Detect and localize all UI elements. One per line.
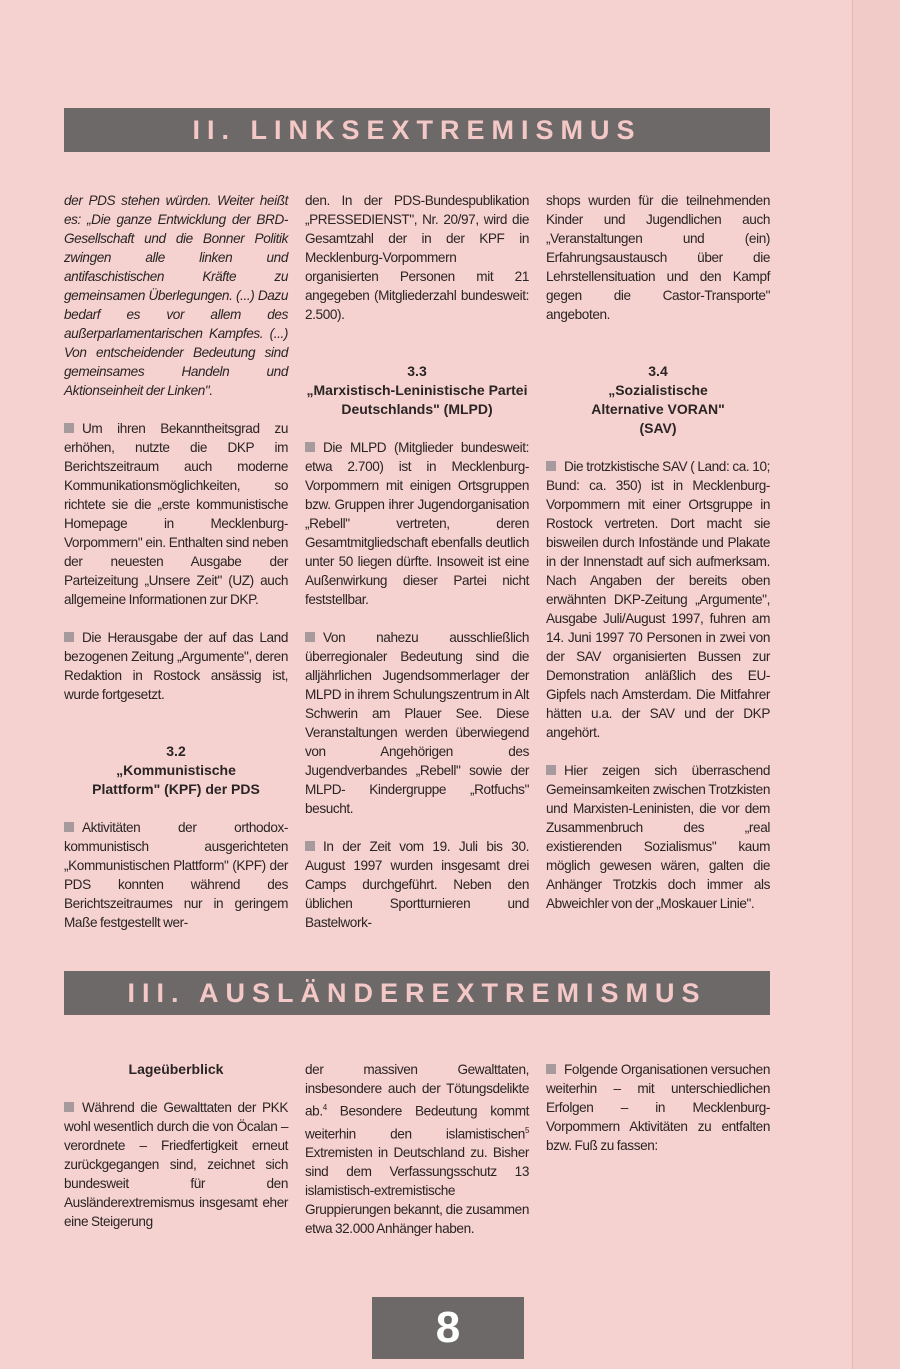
page-number: 8: [372, 1297, 524, 1359]
section-title: „Kommunistische Plattform" (KPF) der PDS: [92, 762, 260, 797]
paragraph-text: Um ihren Bekanntheitsgrad zu erhöhen, nutzte die DKP im Berichtszeitraum auch moderne Kommunikationsmöglichkeiten, so richtete sie die „erste kommunistische Homepage in Mecklenburg-Vorpommern" ein. Enthalten sind neben der neuesten Ausgabe der Parteizeitung „Unsere Zeit" (UZ) auch allgemeine Informationen zur DKP.: [64, 421, 288, 607]
bullet-square-icon: [305, 841, 315, 851]
section-columns-auslaenderextremismus: [64, 1060, 770, 1257]
paragraph-text: Extremisten in Deutschland zu. Bisher sind dem Verfassungsschutz 13 islamistisch-extremistische Gruppierungen bekannt, die zusammen etwa 32.000 Anhänger haben.: [305, 1145, 529, 1237]
paragraph-text: Besondere Bedeutung kommt weiterhin den islamistischen: [305, 1103, 529, 1142]
footnote-ref[interactable]: 5: [524, 1125, 529, 1135]
chapter-banner-auslaenderextremismus: III. AUSLÄNDEREXTREMISMUS: [64, 971, 770, 1015]
section-columns-linksextremismus: [64, 191, 770, 951]
bullet-square-icon: [305, 442, 315, 452]
paragraph-text: Die trotzkistische SAV ( Land: ca. 10; Bund: ca. 350) ist in Mecklenburg-Vorpommern mit einer Ortsgruppe in Rostock vertreten. Dort macht sie bisweilen durch Infostände und Plakate in der Innenstadt auf sich aufmerksam. Nach Angaben der bereits oben erwähnten DKP-Zeitung „Argumente", Ausgabe Juli/August 1997, fuhren am 14. Juni 1997 70 Personen in zwei von der SAV organisierten Bussen zur Demonstration anläßlich des EU-Gipfels nach Amsterdam. Die Mitfahrer hätten u.a. der SAV und der DKP angehört.: [546, 459, 770, 740]
paragraph: [64, 818, 288, 932]
paragraph: [64, 419, 288, 609]
column-4: [64, 1060, 288, 1250]
paragraph-text: Die MLPD (Mitglieder bundesweit: etwa 2.700) ist in Mecklenburg-Vorpommern mit einigen Ortsgruppen bzw. Gruppen ihrer Jugendorganisation „Rebell" vertreten, deren Gesamtmitgliedschaft ebenfalls deutlich unter 50 liegen dürfte. Insoweit ist eine Außenwirkung dieser Partei nicht feststellbar.: [305, 440, 529, 607]
section-heading-3-4: [546, 362, 770, 438]
paragraph-text: In der Zeit vom 19. Juli bis 30. August 1997 wurden insgesamt drei Camps durchgeführt. Neben den üblichen Sportturnieren und Bastelwork-: [305, 839, 529, 930]
quote-paragraph: der PDS stehen würden. Weiter heißt es: „Die ganze Entwicklung der BRD-Gesellschaft und die Bonner Politik zwingen alle linken und antifaschistischen Kräfte zu gemeinsamen Überlegungen. (...) Dazu bedarf es vor allem des außerparlamentarischen Kampfes. (...) Von entscheidender Bedeutung sind gemeinsames Handeln und Aktionseinheit der Linken".: [64, 193, 288, 398]
section-heading-3-2: [64, 742, 288, 799]
column-6: [546, 1060, 770, 1174]
paragraph: [546, 761, 770, 913]
paragraph-text: Aktivitäten der orthodox-kommunistisch ausgerichteten „Kommunistischen Plattform" (KPF) der PDS konnten während des Berichtszeitraumes nur in geringem Maße festgestellt wer-: [64, 820, 288, 930]
page-edge: [852, 0, 900, 1369]
section-title: „Marxistisch-Leninistische Partei Deutschlands" (MLPD): [306, 382, 528, 417]
column-2: [305, 191, 529, 951]
section-heading-lageueberblick: Lageüberblick: [128, 1061, 224, 1077]
column-5: [305, 1060, 529, 1257]
bullet-square-icon: [64, 1102, 74, 1112]
paragraph: shops wurden für die teilnehmenden Kinder und Jugendlichen auch „Veranstaltungen und (ein) Erfahrungsaustausch über die Lehrstellensituation und den Kampf gegen die Castor-Transporte" angeboten.: [546, 193, 770, 322]
paragraph: [546, 1060, 770, 1155]
bullet-square-icon: [305, 632, 315, 642]
paragraph: den. In der PDS-Bundespublikation „PRESSEDIENST", Nr. 20/97, wird die Gesamtzahl der in der KPF in Mecklenburg-Vorpommern organisierten Personen mit 21 angegeben (Mitgliederzahl bundesweit: 2.500).: [305, 193, 529, 322]
bullet-square-icon: [64, 423, 74, 433]
bullet-square-icon: [64, 632, 74, 642]
section-heading-3-3: [305, 362, 529, 419]
paragraph-text: Von nahezu ausschließlich überregionaler Bedeutung sind die alljährlichen Jugendsommerlager der MLPD in ihrem Schulungszentrum in Alt Schwerin am Plauer See. Diese Veranstaltungen werden überwiegend von Angehörigen des Jugendverbandes „Rebell" sowie der MLPD- Kindergruppe „Rotfuchs" besucht.: [305, 630, 529, 816]
footnote-ref[interactable]: 4: [322, 1103, 327, 1112]
paragraph-text: Folgende Organisationen versuchen weiterhin – mit unterschiedlichen Erfolgen – in Mecklenburg-Vorpommern Aktivitäten zu entfalten bzw. Fuß zu fassen:: [546, 1062, 770, 1153]
bullet-square-icon: [546, 1064, 556, 1074]
paragraph: [64, 1098, 288, 1231]
paragraph-text: der massiven Gewalttaten, insbesondere auch der Tötungsdelikte ab.: [305, 1062, 529, 1119]
paragraph-text: Die Herausgabe der auf das Land bezogenen Zeitung „Argumente", deren Redaktion in Rostock ansässig ist, wurde fortgesetzt.: [64, 630, 288, 702]
paragraph: [305, 438, 529, 609]
paragraph-text: Hier zeigen sich überraschend Gemeinsamkeiten zwischen Trotzkisten und Marxisten-Leninisten, die vor dem Zusammenbruch des „real existierenden Sozialismus" kaum möglich gewesen wären, galten die Anhänger Trotzkis doch immer als Abweichler von der „Moskauer Linie".: [546, 763, 770, 911]
bullet-square-icon: [546, 461, 556, 471]
paragraph: [64, 628, 288, 704]
paragraph-text: Während die Gewalttaten der PKK wohl wesentlich durch die von Öcalan – verordnete – Friedfertigkeit erneut zurückgegangen sind, zeichnet sich bundesweit für den Ausländerextremismus insgesamt eher eine Steigerung: [64, 1100, 288, 1229]
chapter-banner-linksextremismus: II. LINKSEXTREMISMUS: [64, 108, 770, 152]
column-1: [64, 191, 288, 951]
bullet-square-icon: [546, 765, 556, 775]
paragraph: [305, 628, 529, 818]
bullet-square-icon: [64, 822, 74, 832]
section-number: 3.4: [648, 363, 668, 379]
section-title: „Sozialistische Alternative VORAN" (SAV): [591, 382, 725, 436]
paragraph: [305, 837, 529, 932]
section-number: 3.2: [166, 743, 186, 759]
column-3: [546, 191, 770, 932]
section-number: 3.3: [407, 363, 427, 379]
paragraph: [546, 457, 770, 742]
paragraph: [305, 1060, 529, 1238]
